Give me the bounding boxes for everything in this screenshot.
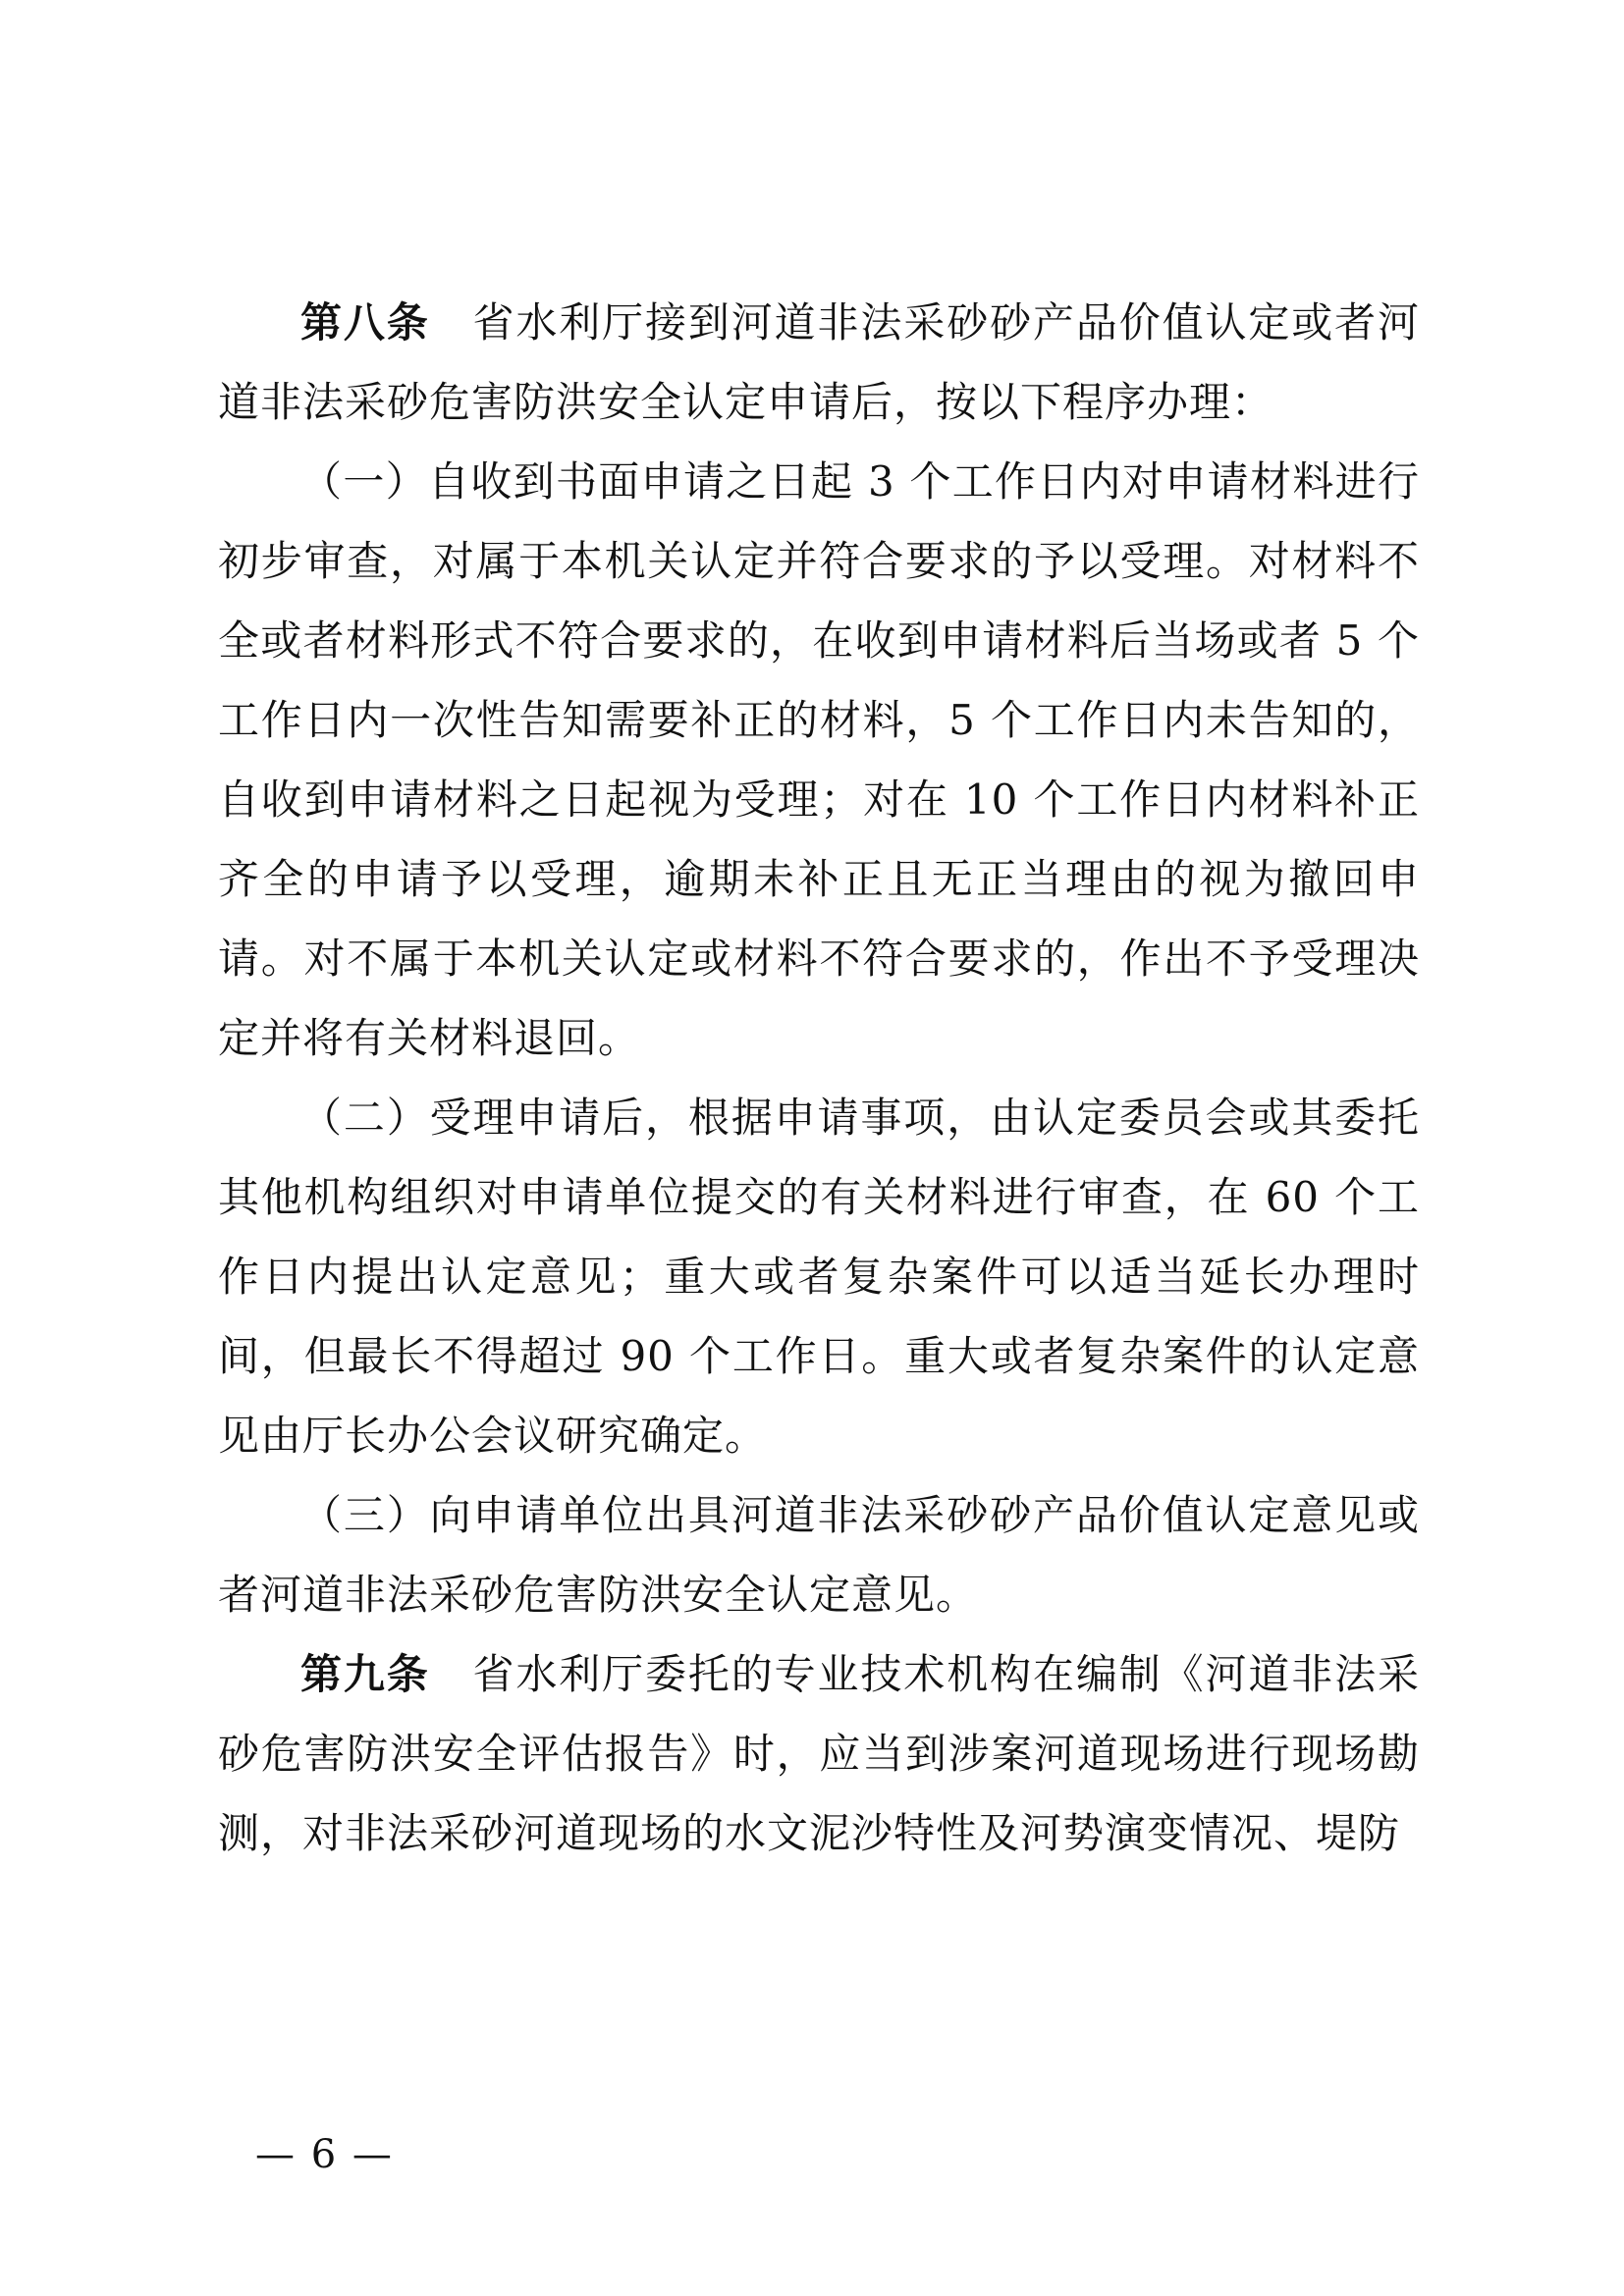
document-body bbox=[218, 283, 1420, 1873]
article-8-item-2: （二）受理申请后，根据申请事项，由认定委员会或其委托其他机构组织对申请单位提交的有关材料进行审查，在 60 个工作日内提出认定意见；重大或者复杂案件可以适当延长办理时间，但最长不得超过 90 个工作日。重大或者复杂案件的认定意见由厅长办公会议研究确定。 bbox=[218, 1094, 1420, 1460]
article-9-text: 省水利厅委托的专业技术机构在编制《河道非法采砂危害防洪安全评估报告》时，应当到涉案河道现场进行现场勘测，对非法采砂河道现场的水文泥沙特性及河势演变情况、堤防 bbox=[218, 1650, 1420, 1857]
article-8-intro: 省水利厅接到河道非法采砂砂产品价值认定或者河道非法采砂危害防洪安全认定申请后，按以下程序办理： bbox=[218, 298, 1420, 426]
article-8-item-1: （一）自收到书面申请之日起 3 个工作日内对申请材料进行初步审查，对属于本机关认定并符合要求的予以受理。对材料不全或者材料形式不符合要求的，在收到申请材料后当场或者 5 个工作日内一次性告知需要补正的材料，5 个工作日内未告知的，自收到申请材料之日起视为受理；对在 10 个工作日内材料补正齐全的申请予以受理，逾期未补正且无正当理由的视为撤回申请。对不属于本机关认定或材料不符合要求的，作出不予受理决定并将有关材料退回。 bbox=[218, 457, 1420, 1062]
article-8-paragraph bbox=[218, 283, 1420, 442]
article-8-item-3: （三）向申请单位出具河道非法采砂砂产品价值认定意见或者河道非法采砂危害防洪安全认定意见。 bbox=[218, 1491, 1420, 1619]
page-number: — 6 — bbox=[255, 2132, 394, 2177]
article-9-title: 第九条 bbox=[300, 1650, 430, 1698]
article-9-paragraph bbox=[218, 1634, 1420, 1873]
article-8-title: 第八条 bbox=[300, 298, 430, 347]
